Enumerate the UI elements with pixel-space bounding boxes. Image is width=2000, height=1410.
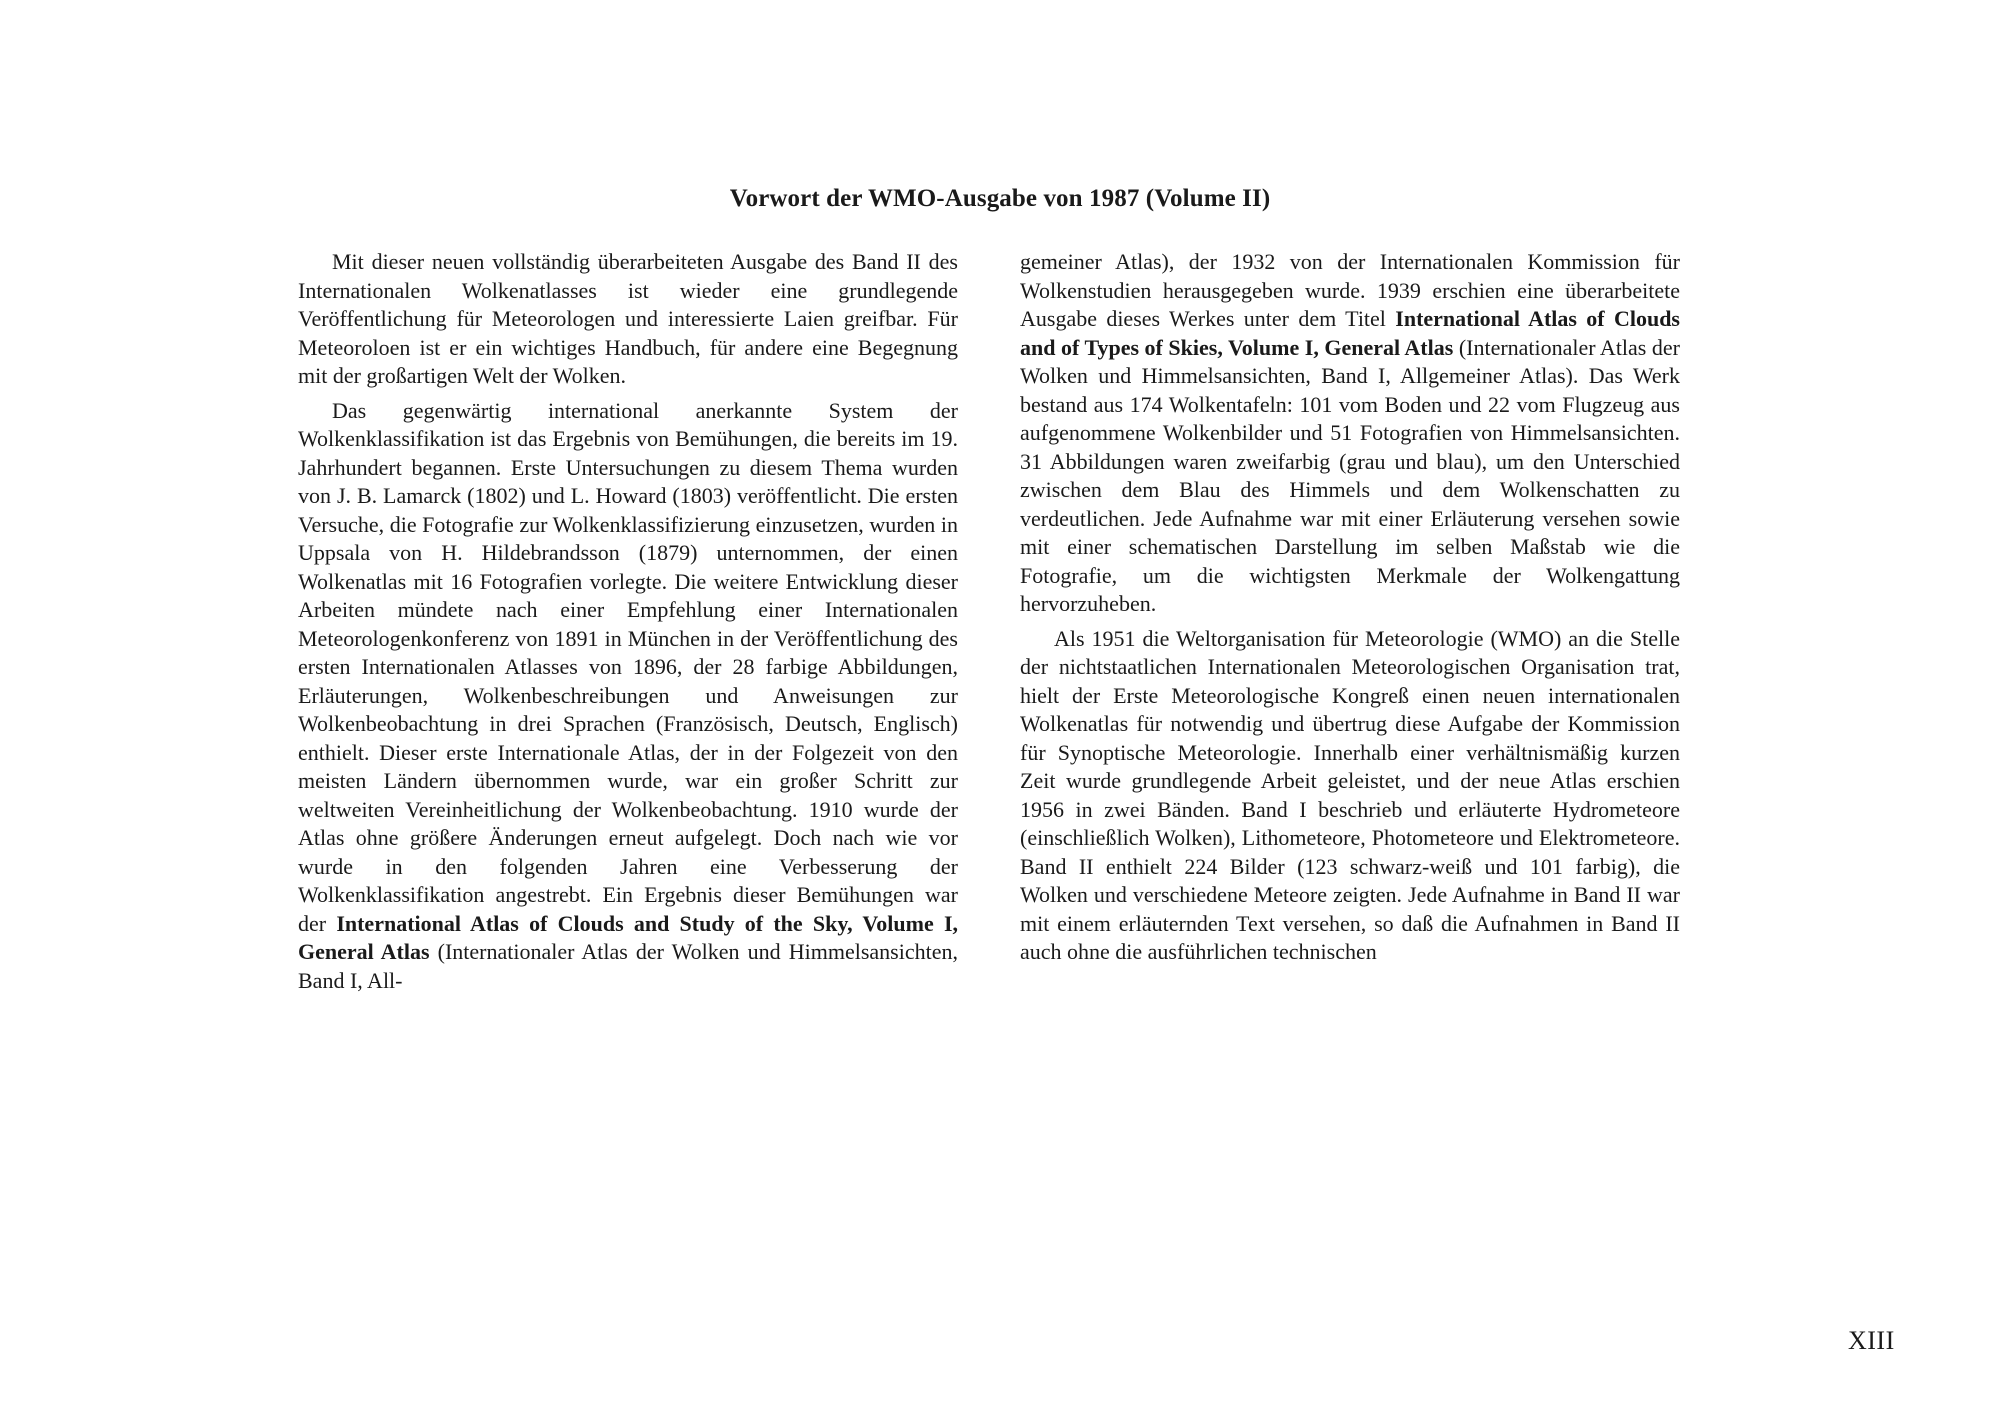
paragraph-history bbox=[298, 397, 958, 996]
atlas-title-1932: International Atlas of Clouds and Study of the Sky, Volume I, General Atlas bbox=[298, 910, 959, 964]
paragraph-continued-tail: (Internationaler Atlas der Wolken und Himmelsansichten, Band I, Allgemeiner Atlas). Das Werk bestand aus 174 Wolkentafeln: 101 vom Boden und 22 vom Flugzeug aus aufgenommene Wolkenbilder und 51 Fotografien von Himmelsansichten. 31 Abbildungen waren zweifarbig (grau und blau), um den Unterschied zwischen dem Blau des Himmels und dem Wolkenschatten zu verdeutlichen. Jede Aufnahme war mit einer Erläuterung versehen sowie mit einer schematischen Darstellung im selben Maßstab wie die Fotografie, um die wichtigsten Merkmale der Wolkengattung hervorzuheben. bbox=[1020, 334, 1680, 616]
paragraph-history-tail: (Internationaler Atlas der Wolken und Himmelsansichten, Band I, All- bbox=[298, 939, 958, 993]
paragraph-history-text: Das gegenwärtig international anerkannte System der Wolkenklassifikation ist das Ergebnis von Bemühungen, die bereits im 19. Jahrhundert begannen. Erste Untersuchungen zu diesem Thema wurden von J. B. Lamarck (1802) und L. Howard (1803) veröffentlicht. Die ersten Versuche, die Fotografie zur Wolkenklassifizierung einzusetzen, wurden in Uppsala von H. Hildebrandsson (1879) unternommen, der einen Wolkenatlas mit 16 Fotografien vorlegte. Die weitere Entwicklung dieser Arbeiten mündete nach einer Empfehlung einer Internationalen Meteorologenkonferenz von 1891 in München in der Veröffentlichung des ersten Internationalen Atlasses von 1896, der 28 farbige Abbildungen, Erläuterungen, Wolkenbeschreibungen und Anweisungen zur Wolkenbeobachtung in drei Sprachen (Französisch, Deutsch, Englisch) enthielt. Dieser erste Internationale Atlas, der in der Folgezeit von den meisten Ländern übernommen wurde, war ein großer Schritt zur weltweiten Vereinheitlichung der Wolkenbeobachtung. 1910 wurde der Atlas ohne größere Änderungen erneut aufgelegt. Doch nach wie vor wurde in den folgenden Jahren eine Verbesserung der Wolkenklassifikation angestrebt. Ein Ergebnis dieser Bemühungen war der bbox=[298, 397, 958, 936]
paragraph-intro: Mit dieser neuen vollständig überarbeiteten Ausgabe des Band II des Internationalen Wolkenatlasses ist wieder eine grundlegende Veröffentlichung für Meteorologen und interessierte Laien greifbar. Für Meteoroloen ist er ein wichtiges Handbuch, für andere eine Begegnung mit der großartigen Welt der Wolken. bbox=[298, 249, 958, 388]
paragraph-wmo: Als 1951 die Weltorganisation für Meteorologie (WMO) an die Stelle der nichtstaatlichen Internationalen Meteorologischen Organisation trat, hielt der Erste Meteorologische Kongreß einen neuen internationalen Wolkenatlas für notwendig und übertrug diese Aufgabe der Kommission für Synoptische Meteorologie. Innerhalb einer verhältnismäßig kurzen Zeit wurde grundlegende Arbeit geleistet, und der neue Atlas erschien 1956 in zwei Bänden. Band I beschrieb und erläuterte Hydrometeore (einschließlich Wolken), Lithometeore, Photometeore und Elektrometeore. Band II enthielt 224 Bilder (123 schwarz-weiß und 101 farbig), die Wolken und verschiedene Meteore zeigten. Jede Aufnahme in Band II war mit einem erläuternden Text versehen, so daß die Aufnahmen in Band II auch ohne die ausführlichen technischen bbox=[1020, 625, 1680, 964]
atlas-title-1939: International Atlas of Clouds and of Types of Skies, Volume I, General Atlas bbox=[1020, 306, 1680, 360]
paragraph-history-continued bbox=[1020, 248, 1680, 619]
paragraph-continued-text: gemeiner Atlas), der 1932 von der Internationalen Kommission für Wolkenstudien herausgegeben wurde. 1939 erschien eine überarbeitete Ausgabe dieses Werkes unter dem Titel bbox=[1020, 249, 1680, 331]
left-text-column bbox=[298, 248, 958, 1001]
page-number: XIII bbox=[1848, 1326, 1895, 1355]
right-text-column bbox=[1020, 248, 1680, 973]
page-title: Vorwort der WMO-Ausgabe von 1987 (Volume II) bbox=[729, 185, 1271, 212]
